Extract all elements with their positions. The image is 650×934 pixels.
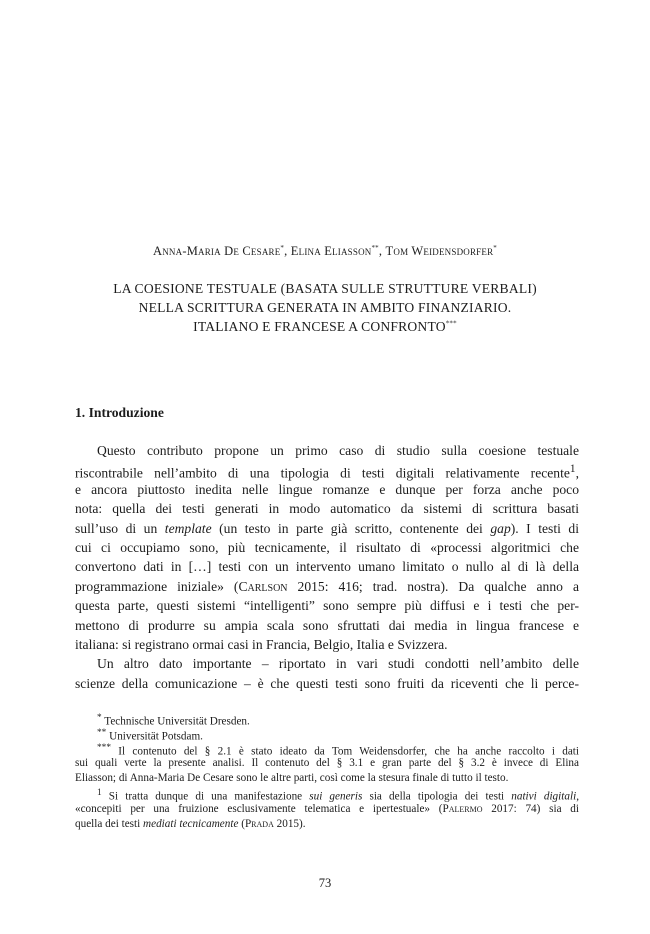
footnote [75, 741, 579, 756]
section-heading: 1. Introduzione [75, 405, 164, 420]
body-text-span: sull’uso di un [75, 520, 165, 536]
footnote [75, 711, 579, 726]
footnote-line [75, 802, 579, 817]
body-line [75, 519, 579, 538]
italic-term: nativi digitali [511, 791, 577, 804]
footnote [75, 726, 579, 741]
body-line: Questo contributo propone un primo caso di studio sulla coesione testuale [97, 443, 579, 458]
body-line: cui ci occupiamo sono, più tecnicamente, il risultato di «processi algoritmici che [75, 539, 579, 555]
footnote-reference: 1 [569, 463, 576, 476]
citation-author: Palermo [442, 802, 483, 815]
body-line: convertono dati in […] testi con un intervento umano limitato o nullo al di là della [75, 559, 579, 575]
article-title [40, 279, 610, 336]
italic-term: template [164, 520, 212, 536]
body-line: e ancora piuttosto inedita nelle lingue romanze e dunque per forza anche poco [75, 481, 579, 497]
body-line: scienze della comunicazione – è che questi testi sono fruiti da riceventi che li perce- [75, 675, 579, 691]
body-line: nota: quella dei testi generati in modo automatico da sistemi di scrittura basati [75, 501, 579, 517]
footnote-line: sui quali verte la presente analisi. Il contenuto del § 3.1 e gran parte del § 3.2 è invece di Elina [75, 757, 579, 770]
body-text-span: (un testo in parte già scritto, contenente dei [211, 520, 491, 536]
footnote [75, 786, 579, 804]
citation-author: Carlson [238, 578, 288, 594]
body-text-span: programmazione iniziale» ( [75, 578, 239, 594]
author-separator: , [284, 244, 291, 258]
body-text-span: 2015: 416; trad. nostra). Da qualche anno a [287, 578, 579, 594]
italic-term: mediati tecnicamente [143, 817, 239, 830]
title-line: NELLA SCRITTURA GENERATA IN AMBITO FINANZIARIO. [138, 300, 512, 315]
author-line [0, 244, 650, 259]
author-footnote-mark: ** [371, 243, 379, 252]
body-line: questa parte, questi sistemi “intelligenti” sono sempre più diffusi e i testi che per- [75, 598, 579, 614]
author-name: Tom Weidensdorfer [385, 244, 494, 258]
body-line [75, 460, 579, 479]
body-line: Un altro dato importante – riportato in vari studi condotti nell’ambito delle [97, 656, 579, 672]
body-text-span: riscontrabile nell’ambito di una tipologia di testi digitali relativamente recente [75, 465, 570, 481]
author-name: Elina Eliasson [290, 244, 372, 258]
italic-term: gap [490, 520, 511, 536]
footnote-text: , [576, 791, 579, 804]
footnote-text: Technische Universität Dresden. [104, 715, 250, 728]
body-text-span: , [575, 465, 579, 481]
footnotes [75, 711, 579, 832]
citation-author: Prada [244, 817, 274, 830]
title-line-text: ITALIANO E FRANCESE A CONFRONTO [193, 319, 446, 334]
body-line: mettono di produrre su ampia scala sono sfruttati dai media in lingua francese e [75, 617, 579, 633]
footnote-line: Eliasson; di Anna-Maria De Cesare sono le altre parti, così come la stesura finale di tutto il testo. [75, 772, 509, 785]
body-line [75, 577, 579, 596]
footnote-mark: ** [97, 728, 107, 739]
author-footnote-mark: * [280, 243, 285, 252]
body-text [75, 441, 579, 693]
footnote-mark: 1 [97, 788, 102, 799]
footnote-text: quella dei testi [75, 817, 144, 830]
body-line: italiana: si registrano ormai casi in Francia, Belgio, Italia e Svizzera. [75, 636, 448, 652]
title-line [40, 317, 610, 336]
footnote-text: Il contenuto del § 2.1 è stato ideato da Tom Weidensdorfer, che ha anche raccolto i dati [118, 745, 579, 758]
title-line: LA COESIONE TESTUALE (BASATA SULLE STRUTTURE VERBALI) [113, 281, 537, 296]
footnote-text: «concepiti per una fruizione esclusivamente telematica e ipertestuale» ( [75, 802, 443, 815]
footnote-text: 2017: 74) sia di [482, 802, 579, 815]
page-number: 73 [318, 876, 332, 890]
title-footnote-mark: *** [445, 319, 457, 328]
author-separator: , [378, 244, 386, 258]
footnote-text: Universität Potsdam. [109, 730, 203, 743]
footnote-line [75, 817, 579, 832]
footnote-mark: * [97, 713, 102, 723]
footnote-text: 2015). [273, 817, 306, 830]
author-name: Anna-Maria De Cesare [153, 244, 281, 258]
body-text-span: ). I testi di [510, 520, 579, 536]
footnote-text: Si tratta dunque di una manifestazione [108, 791, 310, 804]
footnote-text: sia della tipologia dei testi [362, 791, 512, 804]
italic-term: sui generis [309, 791, 363, 804]
footnote-text: ( [238, 817, 245, 830]
footnote-mark: *** [97, 743, 111, 754]
author-footnote-mark: * [493, 243, 497, 252]
